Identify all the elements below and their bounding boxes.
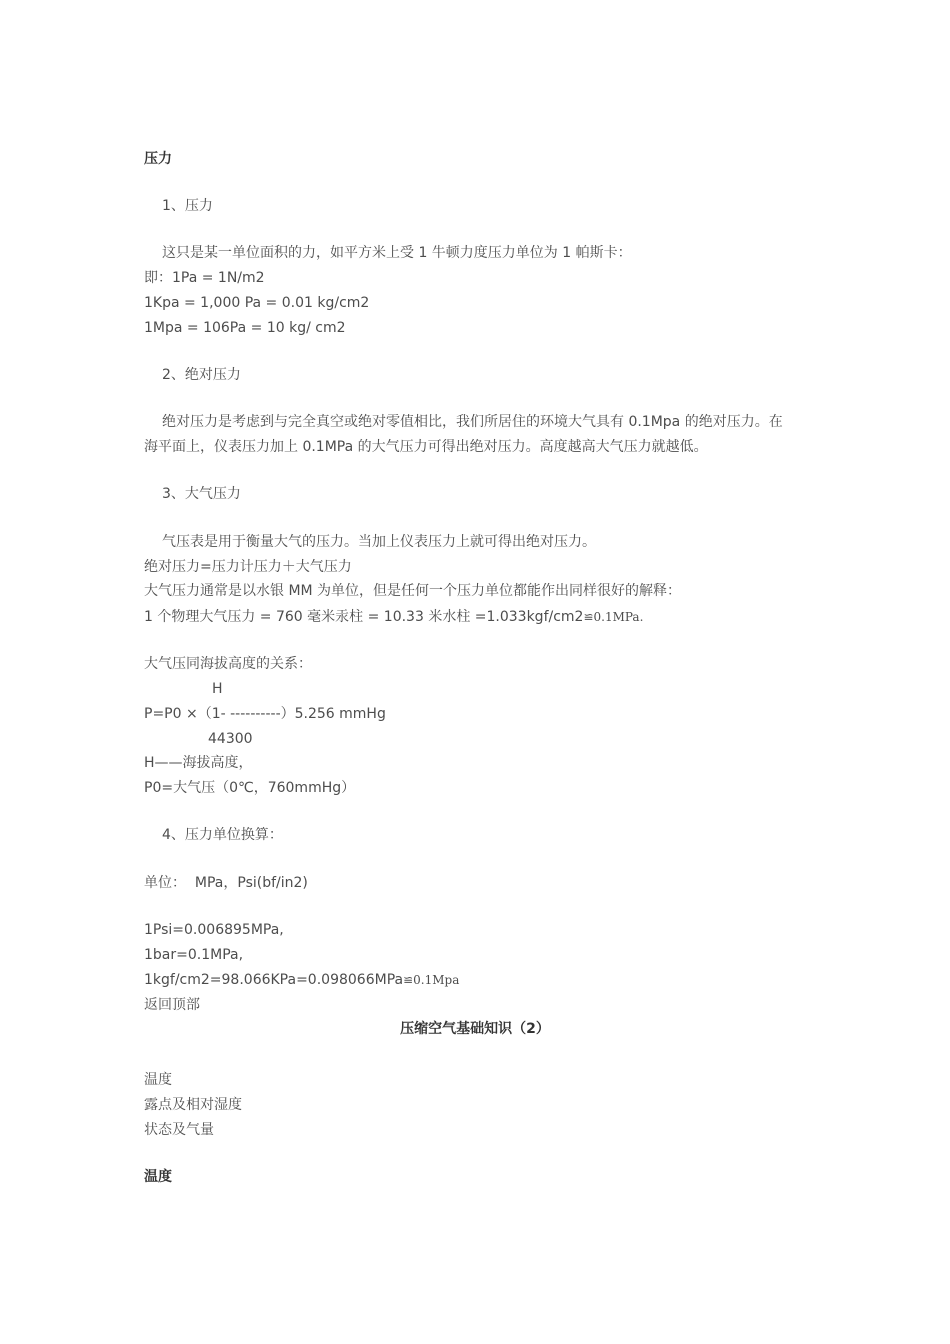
altitude-definition-p0: P0=大气压（0℃，760mmHg） [144, 780, 356, 796]
conversion-psi: 1Psi=0.006895MPa, [144, 922, 284, 938]
back-to-top-link[interactable]: 返回顶部 [144, 997, 200, 1013]
paragraph-atmospheric-line2: 绝对压力=压力计压力＋大气压力 [144, 559, 352, 575]
altitude-formula-denominator: 44300 [208, 731, 253, 747]
subheading-unit-conversion: 4、压力单位换算： [162, 827, 283, 843]
subheading-absolute-pressure: 2、绝对压力 [162, 367, 241, 383]
section2-title: 压缩空气基础知识（2） [400, 1021, 550, 1037]
section-heading-temperature: 温度 [144, 1169, 172, 1185]
paragraph-absolute-line1: 绝对压力是考虑到与完全真空或绝对零值相比，我们所居住的环境大气具有 0.1Mpa 的绝对压力。在 [162, 414, 783, 430]
altitude-formula-numerator: H [212, 681, 223, 697]
conversion-bar: 1bar=0.1MPa, [144, 947, 244, 963]
formula-pa: 即：1Pa = 1N/m2 [144, 270, 265, 286]
atm-equivalence-tail: ≌0.1MPa. [583, 610, 644, 624]
conversion-kgf [144, 971, 459, 989]
paragraph-atmospheric-line1: 气压表是用于衡量大气的压力。当加上仪表压力上就可得出绝对压力。 [162, 534, 596, 550]
paragraph-pressure-definition: 这只是某一单位面积的力，如平方米上受 1 牛顿力度压力单位为 1 帕斯卡： [162, 245, 632, 261]
units-line: 单位： MPa，Psi(bf/in2) [144, 875, 308, 891]
altitude-definition-h: H——海拔高度， [144, 755, 253, 771]
conversion-kgf-main: 1kgf/cm2=98.066KPa=0.098066MPa [144, 972, 404, 988]
toc-item-state-airflow[interactable]: 状态及气量 [144, 1122, 214, 1138]
subheading-pressure: 1、压力 [162, 198, 213, 214]
subheading-atmospheric-pressure: 3、大气压力 [162, 486, 241, 502]
conversion-kgf-tail: ≌0.1Mpa [403, 973, 460, 987]
altitude-relation-title: 大气压同海拔高度的关系： [144, 656, 312, 672]
toc-item-temperature[interactable]: 温度 [144, 1072, 172, 1088]
section-heading-pressure: 压力 [144, 151, 172, 167]
paragraph-atmospheric-line3: 大气压力通常是以水银 MM 为单位，但是任何一个压力单位都能作出同样很好的解释： [144, 583, 682, 599]
formula-kpa: 1Kpa = 1,000 Pa = 0.01 kg/cm2 [144, 295, 370, 311]
toc-item-dewpoint-humidity[interactable]: 露点及相对湿度 [144, 1097, 242, 1113]
atm-equivalence-main: 1 个物理大气压力 = 760 毫米汞柱 = 10.33 米水柱 =1.033kgf/cm2 [144, 609, 584, 625]
paragraph-absolute-line2: 海平面上，仪表压力加上 0.1MPa 的大气压力可得出绝对压力。高度越高大气压力就越低。 [144, 439, 708, 455]
paragraph-atmospheric-line4 [144, 608, 643, 626]
formula-mpa: 1Mpa = 106Pa = 10 kg/ cm2 [144, 320, 346, 336]
altitude-formula: P=P0 ×（1- ----------）5.256 mmHg [144, 706, 386, 722]
